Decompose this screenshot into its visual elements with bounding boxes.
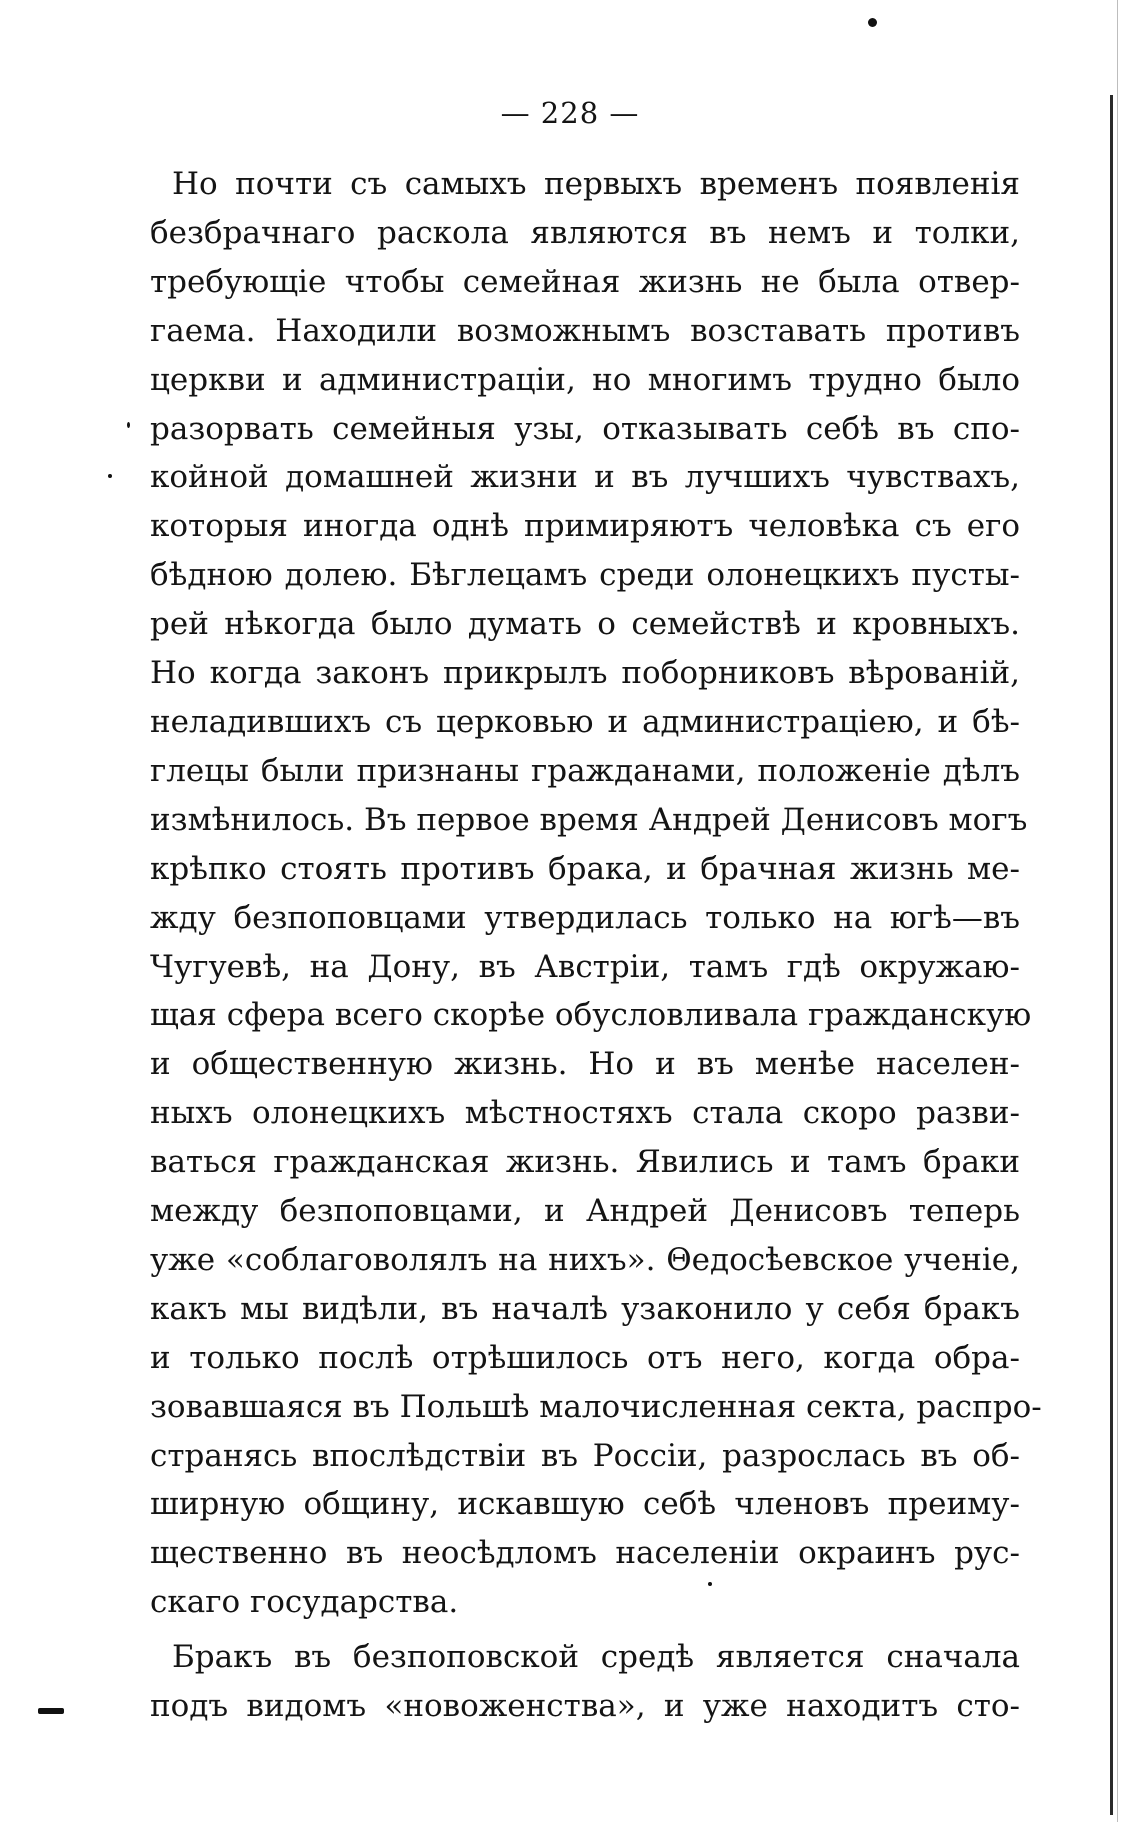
- text-line: ваться гражданская жизнь. Явились и тамъ браки: [150, 1144, 1020, 1181]
- text-line: и общественную жизнь. Но и въ менѣе населен-: [150, 1046, 1020, 1083]
- scan-speck: [127, 422, 130, 428]
- text-line: жду безпоповцами утвердилась только на югѣ—въ: [150, 899, 1020, 936]
- body-text: [150, 160, 1042, 1731]
- text-line: между безпоповцами, и Андрей Денисовъ теперь: [150, 1193, 1020, 1230]
- scan-speck: [868, 18, 877, 27]
- text-line: щественно въ неосѣдломъ населеніи окраинъ рус-: [150, 1535, 1020, 1572]
- text-line: койной домашней жизни и въ лучшихъ чувствахъ,: [150, 459, 1020, 496]
- text-line: церкви и администраціи, но многимъ трудно было: [150, 361, 1020, 398]
- text-line: измѣнилось. Въ первое время Андрей Денисовъ могъ: [150, 801, 1028, 838]
- text-line: уже «соблаговолялъ на нихъ». Θедосѣевское ученіе,: [150, 1241, 1020, 1278]
- scan-speck: [108, 474, 112, 478]
- text-line: Бракъ въ безпоповской средѣ является сначала: [172, 1639, 1020, 1676]
- text-line: разорвать семейныя узы, отказывать себѣ въ спо-: [150, 410, 1020, 447]
- text-line: глецы были признаны гражданами, положеніе дѣлъ: [150, 752, 1020, 789]
- margin-dash-mark: [38, 1708, 64, 1714]
- text-line: какъ мы видѣли, въ началѣ узаконило у себя бракъ: [150, 1290, 1020, 1327]
- page-number: — 228 —: [500, 96, 640, 130]
- scan-margin-rule: [1110, 95, 1113, 1815]
- text-line: Чугуевѣ, на Дону, въ Австріи, тамъ гдѣ окружаю-: [150, 948, 1020, 985]
- text-line: и только послѣ отрѣшилось отъ него, когда обра-: [150, 1339, 1020, 1376]
- scan-speck: [708, 1582, 712, 1586]
- text-line: бѣдною долею. Бѣглецамъ среди олонецкихъ пусты-: [150, 557, 1020, 594]
- text-line: Но когда законъ прикрылъ поборниковъ вѣрованій,: [150, 655, 1020, 692]
- text-line: ныхъ олонецкихъ мѣстностяхъ стала скоро разви-: [150, 1095, 1020, 1132]
- text-line: ширную общину, искавшую себѣ членовъ преиму-: [150, 1486, 1020, 1523]
- text-line: безбрачнаго раскола являются въ немъ и толки,: [150, 214, 1020, 251]
- text-line: требующіе чтобы семейная жизнь не была отвер-: [150, 263, 1020, 300]
- page-edge-line: [1117, 0, 1118, 1822]
- text-line: зовавшаяся въ Польшѣ малочисленная секта, распро-: [150, 1388, 1042, 1425]
- text-line: гаема. Находили возможнымъ возставать противъ: [150, 312, 1020, 349]
- text-line: Но почти съ самыхъ первыхъ временъ появленія: [172, 166, 1020, 202]
- paragraph: [150, 1633, 1020, 1731]
- text-line: странясь впослѣдствіи въ Россіи, разрослась въ об-: [150, 1437, 1020, 1474]
- text-line: неладившихъ съ церковью и администраціею, и бѣ-: [150, 703, 1020, 740]
- text-line: щая сфера всего скорѣе обусловливала гражданскую: [150, 997, 1032, 1034]
- text-line: которыя иногда однѣ примиряютъ человѣка съ его: [150, 508, 1020, 545]
- paragraph: [150, 160, 1042, 1627]
- text-line: рей нѣкогда было думать о семействѣ и кровныхъ.: [150, 606, 1020, 643]
- text-line: скаго государства.: [150, 1584, 459, 1621]
- text-line: крѣпко стоять противъ брака, и брачная жизнь ме-: [150, 850, 1020, 887]
- text-line: подъ видомъ «новоженства», и уже находитъ сто-: [150, 1688, 1020, 1725]
